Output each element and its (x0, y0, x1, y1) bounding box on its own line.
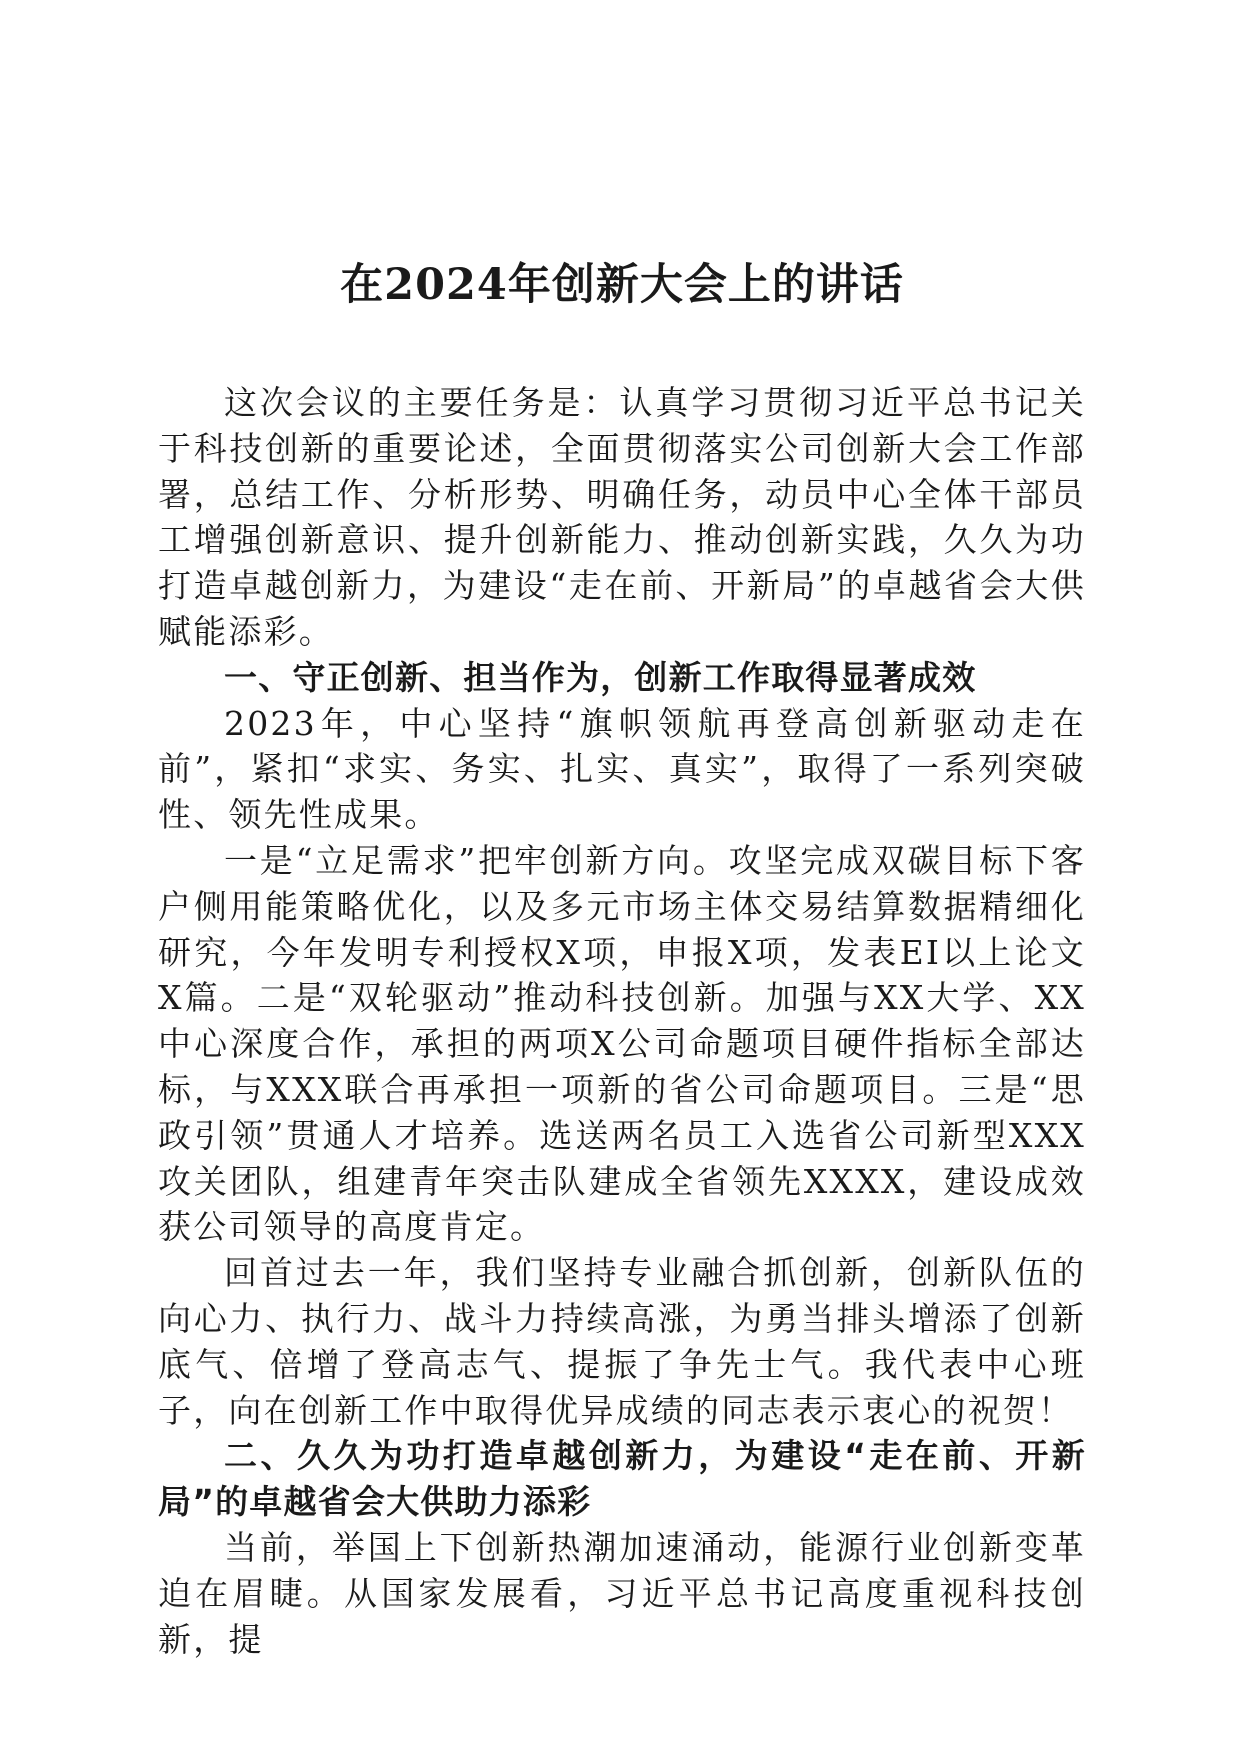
paragraph-achievements: 一是“立足需求”把牢创新方向。攻坚完成双碳目标下客户侧用能策略优化，以及多元市场主体交易结算数据精细化研究，今年发明专利授权X项，申报X项，发表EI以上论文X篇。二是“双轮驱动”推动科技创新。加强与XX大学、XX中心深度合作，承担的两项X公司命题项目硬件指标全部达标，与XXX联合再承担一项新的省公司命题项目。三是“思政引领”贯通人才培养。选送两名员工入选省公司新型XXX攻关团队，组建青年突击队建成全省领先XXXX，建设成效获公司领导的高度肯定。 (158, 840, 1086, 1247)
paragraph-2023-summary: 2023年，中心坚持“旗帜领航再登高创新驱动走在前”，紧扣“求实、务实、扎实、真实”，取得了一系列突破性、领先性成果。 (158, 703, 1086, 835)
paragraph-current-situation: 当前，举国上下创新热潮加速涌动，能源行业创新变革迫在眉睫。从国家发展看，习近平总书记高度重视科技创新，提 (158, 1527, 1086, 1659)
section-heading-1: 一、守正创新、担当作为，创新工作取得显著成效 (224, 657, 977, 697)
paragraph-intro: 这次会议的主要任务是：认真学习贯彻习近平总书记关于科技创新的重要论述，全面贯彻落实公司创新大会工作部署，总结工作、分析形势、明确任务，动员中心全体干部员工增强创新意识、提升创新能力、推动创新实践，久久为功打造卓越创新力，为建设“走在前、开新局”的卓越省会大供赋能添彩。 (158, 383, 1086, 651)
document-title: 在2024年创新大会上的讲话 (340, 260, 904, 310)
section-heading-2: 二、久久为功打造卓越创新力，为建设“走在前、开新局”的卓越省会大供助力添彩 (158, 1436, 1086, 1522)
paragraph-review: 回首过去一年，我们坚持专业融合抓创新，创新队伍的向心力、执行力、战斗力持续高涨，为勇当排头增添了创新底气、倍增了登高志气、提振了争先士气。我代表中心班子，向在创新工作中取得优异成绩的同志表示衷心的祝贺！ (158, 1253, 1086, 1430)
document-body (158, 380, 1086, 1662)
